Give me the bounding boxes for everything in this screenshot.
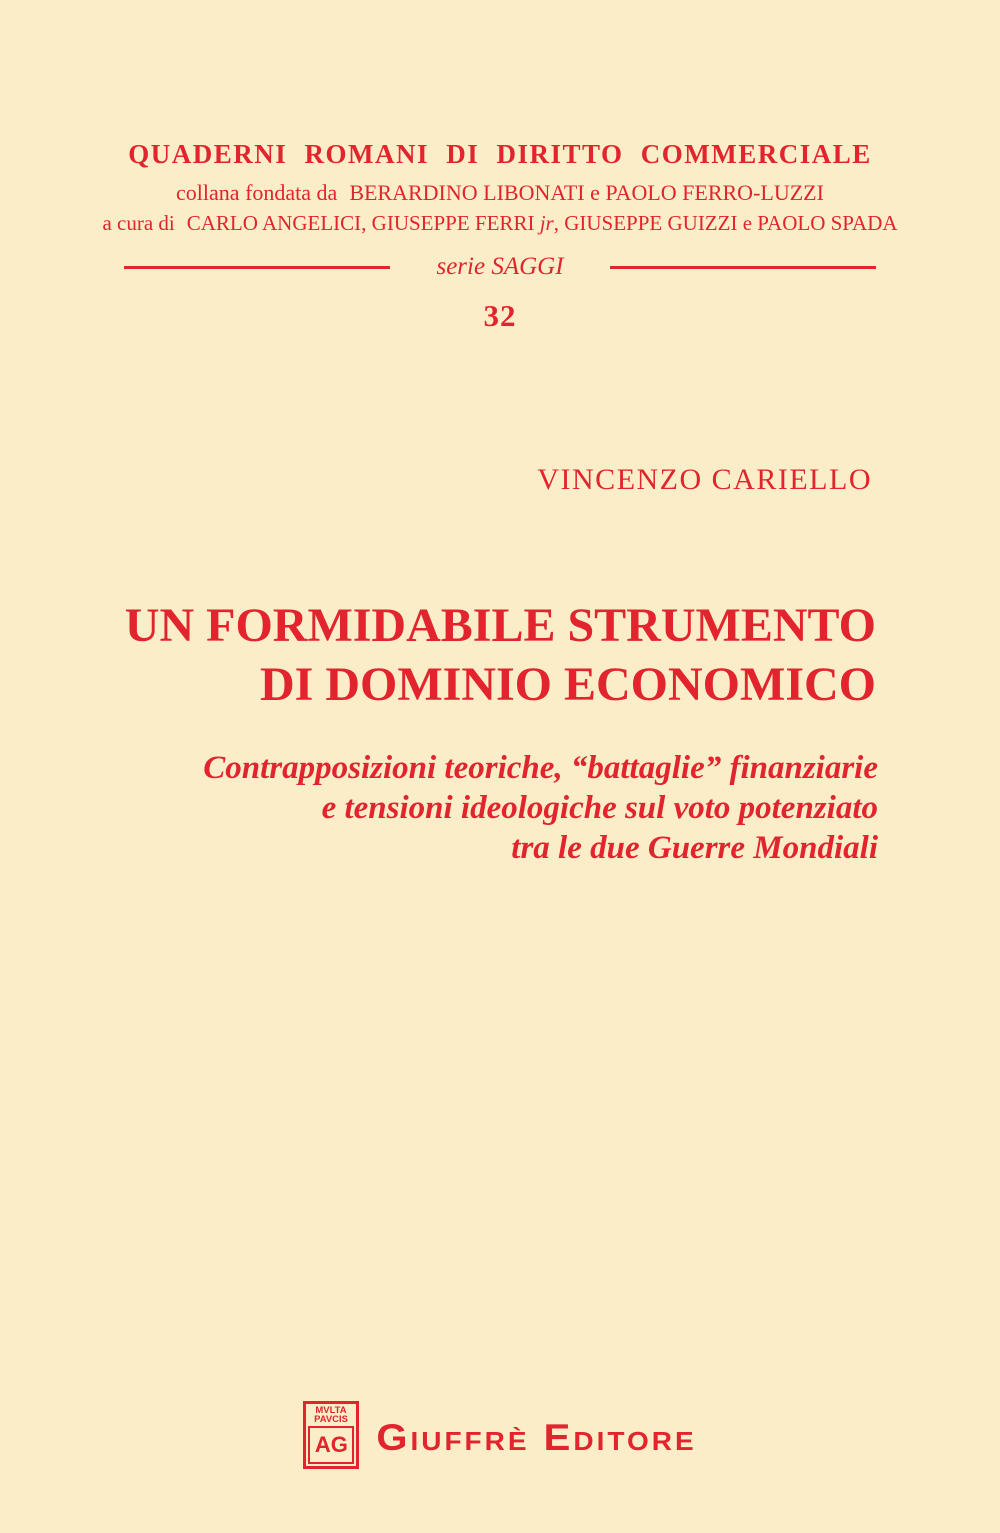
series-rule-right <box>610 266 876 269</box>
publisher-name: Giuffrè Editore <box>376 1417 697 1458</box>
book-title-line1: UN FORMIDABILE STRUMENTO <box>124 599 876 652</box>
series-rule-left <box>124 266 390 269</box>
series-founders-line <box>60 179 940 207</box>
book-subtitle <box>203 748 878 868</box>
series-title: QUADERNI ROMANI DI DIRITTO COMMERCIALE <box>128 139 872 169</box>
editors-prefix: a cura di <box>102 211 175 235</box>
book-subtitle-line1: Contrapposizioni teoriche, “battaglie” finanziarie <box>203 750 878 786</box>
volume-number: 32 <box>483 298 517 333</box>
author-name: VINCENZO CARIELLO <box>537 463 872 496</box>
book-subtitle-line3: tra le due Guerre Mondiali <box>511 830 878 866</box>
founders-names: BERARDINO LIBONATI e PAOLO FERRO-LUZZI <box>349 180 824 205</box>
editors-names-part2: , GIUSEPPE GUIZZI e PAOLO SPADA <box>553 211 898 235</box>
publisher-logo-icon <box>303 1401 359 1469</box>
founders-prefix: collana fondata da <box>176 180 338 205</box>
book-subtitle-line2: e tensioni ideologiche sul voto potenziato <box>321 790 878 826</box>
series-label: serie SAGGI <box>436 253 564 280</box>
book-title <box>125 596 876 714</box>
publisher-initials: AG <box>308 1426 354 1464</box>
series-label-row <box>124 253 876 281</box>
publisher-motto-line1: MVLTA <box>315 1405 347 1415</box>
publisher-block <box>0 1401 1000 1469</box>
series-editors-line <box>60 209 940 237</box>
editors-jr-suffix: jr <box>539 211 554 235</box>
series-header <box>60 138 940 334</box>
book-title-line2: DI DOMINIO ECONOMICO <box>259 658 876 711</box>
editors-names-part1: CARLO ANGELICI, GIUSEPPE FERRI <box>186 211 535 235</box>
publisher-motto-line2: PAVCIS <box>314 1414 349 1424</box>
